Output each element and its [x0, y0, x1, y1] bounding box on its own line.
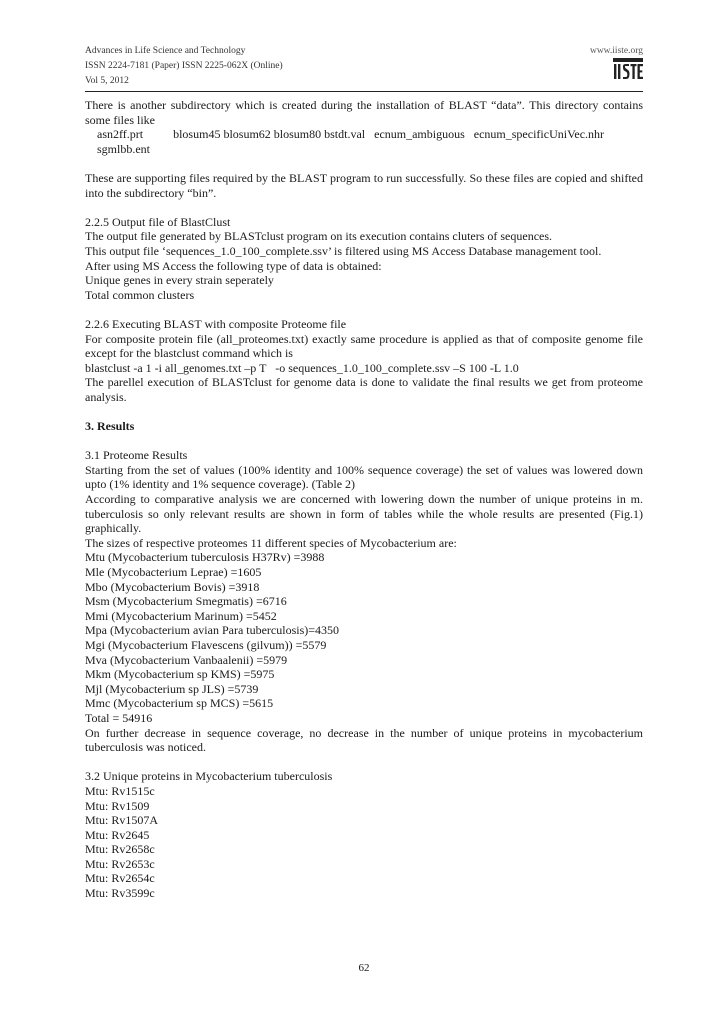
proteome-size-item: Mmi (Mycobacterium Marinum) =5452	[85, 608, 277, 623]
file-list-line-1: asn2ff.prt blosum45 blosum62 blosum80 bstdt.val ecnum_ambiguous ecnum_specificUniVec.nhr	[97, 127, 605, 142]
intro-paragraph: There is another subdirectory which is created during the installation of BLAST “data”. This directory contains some files like	[85, 98, 643, 127]
comparative-analysis-paragraph: According to comparative analysis we are concerned with lowering down the number of unique proteins in m. tuberculosis so only relevant results are shown in form of tables while the whole results are presented (Fig.1) graphically.	[85, 492, 643, 536]
text-line: This output file ‘sequences_1.0_100_complete.ssv’ is filtered using MS Access Database management tool.	[85, 243, 602, 258]
header-divider	[85, 91, 643, 92]
unique-protein-item: Mtu: Rv3599c	[85, 886, 155, 901]
parallel-execution-paragraph: The parellel execution of BLASTclust for genome data is done to validate the final results we get from proteome analysis.	[85, 375, 643, 404]
proteome-size-item: Mbo (Mycobacterium Bovis) =3918	[85, 579, 260, 594]
proteome-size-item: Mva (Mycobacterium Vanbaalenii) =5979	[85, 652, 288, 667]
page-body	[85, 98, 643, 901]
unique-protein-item: Mtu: Rv2654c	[85, 871, 155, 886]
proteome-total: Total = 54916	[85, 710, 153, 725]
section-3-1-heading: 3.1 Proteome Results	[85, 448, 188, 463]
issn-line: ISSN 2224-7181 (Paper) ISSN 2225-062X (Online)	[85, 61, 283, 71]
section-2-2-5-heading: 2.2.5 Output file of BlastClust	[85, 214, 231, 229]
proteome-size-item: Mle (Mycobacterium Leprae) =1605	[85, 565, 262, 579]
composite-proteome-paragraph: For composite protein file (all_proteomes.txt) exactly same procedure is applied as that of composite genome file except for the blastclust command which is	[85, 331, 643, 361]
journal-name: Advances in Life Science and Technology	[85, 46, 246, 56]
proteome-size-item: Mmc (Mycobacterium sp MCS) =5615	[85, 696, 274, 711]
proteome-size-item: Mgi (Mycobacterium Flavescens (gilvum)) =5579	[85, 637, 327, 652]
unique-protein-item: Mtu: Rv1509	[85, 798, 150, 813]
unique-protein-item: Mtu: Rv2645	[85, 827, 150, 842]
text-line: After using MS Access the following type of data is obtained:	[85, 258, 382, 273]
proteome-size-item: Mtu (Mycobacterium tuberculosis H37Rv) =3988	[85, 550, 325, 565]
proteome-size-item: Mjl (Mycobacterium sp JLS) =5739	[85, 681, 259, 696]
unique-protein-item: Mtu: Rv1515c	[85, 783, 155, 798]
supporting-files-paragraph: These are supporting files required by the BLAST program to run successfully. So these files are copied and shifted into the subdirectory “bin”.	[85, 170, 643, 200]
proteome-size-item: Msm (Mycobacterium Smegmatis) =6716	[85, 594, 287, 609]
journal-url: www.iiste.org	[589, 46, 643, 56]
text-line: The output file generated by BLASTclust program on its execution contains cluters of sequences.	[85, 229, 553, 244]
text-line: Total common clusters	[85, 287, 195, 302]
proteome-results-paragraph: Starting from the set of values (100% identity and 100% sequence coverage) the set of values was lowered down upto (1% identity and 1% sequence coverage). (Table 2)	[85, 462, 643, 492]
volume-line: Vol 5, 2012	[85, 76, 129, 86]
results-heading: 3. Results	[85, 419, 135, 434]
proteome-size-item: Mpa (Mycobacterium avian Para tuberculosis)=4350	[85, 623, 340, 638]
file-list-line-2: sgmlbb.ent	[97, 141, 150, 156]
section-2-2-6-heading: 2.2.6 Executing BLAST with composite Proteome file	[85, 316, 347, 331]
unique-protein-item: Mtu: Rv1507A	[85, 813, 159, 828]
section-3-2-heading: 3.2 Unique proteins in Mycobacterium tuberculosis	[85, 769, 333, 784]
unique-protein-item: Mtu: Rv2658c	[85, 842, 155, 857]
unique-protein-item: Mtu: Rv2653c	[85, 856, 155, 871]
text-line: Unique genes in every strain seperately	[85, 273, 274, 288]
page-number: 62	[358, 962, 370, 974]
page-header	[85, 44, 643, 88]
sequence-coverage-paragraph: On further decrease in sequence coverage, no decrease in the number of unique proteins in mycobacterium tuberculosis was noticed.	[85, 725, 643, 755]
blastclust-command: blastclust -a 1 -i all_genomes.txt –p T -o sequences_1.0_100_complete.ssv –S 100 -L 1.0	[85, 360, 519, 375]
proteome-size-item: Mkm (Mycobacterium sp KMS) =5975	[85, 667, 275, 682]
iiste-logo-icon	[613, 58, 643, 80]
proteome-sizes-intro: The sizes of respective proteomes 11 different species of Mycobacterium are:	[85, 535, 457, 550]
